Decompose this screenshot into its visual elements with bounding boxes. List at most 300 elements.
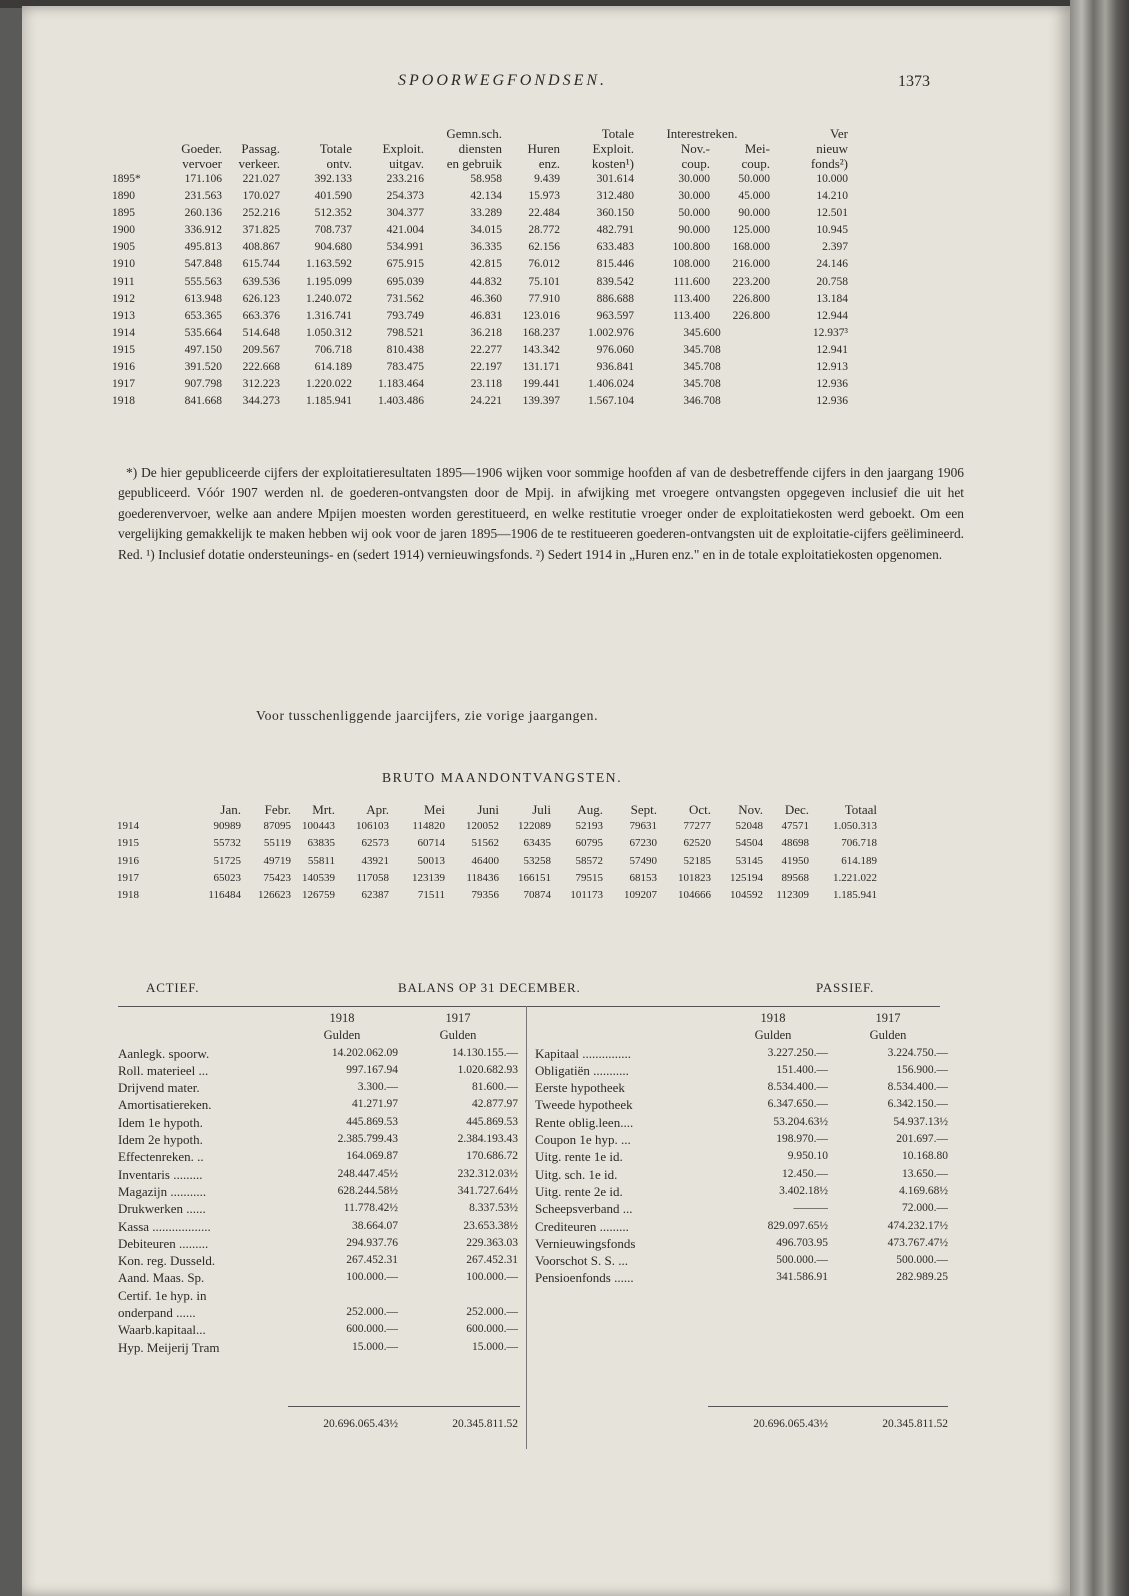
results-cell: 23.118 <box>470 378 502 391</box>
monthly-cell: 1917 <box>117 871 139 884</box>
monthly-cell: 90989 <box>213 820 241 833</box>
results-cell: 1890 <box>112 190 135 203</box>
monthly-cell: 122089 <box>518 820 551 833</box>
results-header-cell: Goeder. <box>181 141 222 156</box>
results-cell: 841.668 <box>184 395 222 408</box>
results-cell: 346.708 <box>683 395 721 408</box>
results-cell: 34.015 <box>470 224 502 237</box>
monthly-row <box>117 887 877 904</box>
balance-row <box>535 1131 948 1148</box>
results-cell: 9.439 <box>534 173 560 185</box>
monthly-cell: 1914 <box>117 820 139 833</box>
results-cell: 344.273 <box>242 395 280 408</box>
results-cell: 28.772 <box>528 224 560 237</box>
results-row <box>112 171 848 188</box>
results-cell: 221.027 <box>242 173 280 185</box>
balance-amount: 6.347.650.— <box>767 1098 828 1111</box>
balance-row <box>535 1269 948 1286</box>
results-cell: 46.831 <box>470 309 502 322</box>
balance-item: Uitg. sch. 1e id. <box>535 1166 618 1182</box>
results-cell: 12.913 <box>816 361 848 374</box>
liabilities-table <box>535 1010 948 1287</box>
results-cell: 1916 <box>112 361 135 374</box>
balance-amount: 100.000.— <box>466 1271 518 1284</box>
results-cell: 22.197 <box>470 361 502 374</box>
results-cell: 345.708 <box>683 361 721 374</box>
results-cell: 33.289 <box>470 207 502 220</box>
results-cell: 555.563 <box>184 275 222 288</box>
balance-amount: 628.244.58½ <box>337 1184 398 1197</box>
monthly-cell: 125194 <box>730 871 763 884</box>
results-cell: 24.221 <box>470 395 502 408</box>
results-header-cell: kosten¹) <box>591 156 634 171</box>
results-header-cell <box>222 126 280 141</box>
results-cell: 907.798 <box>184 378 222 391</box>
balance-item: Idem 1e hypoth. <box>118 1114 203 1130</box>
balance-amount <box>398 1287 518 1304</box>
balance-amount: 12.450.— <box>782 1167 828 1180</box>
results-cell: 90.000 <box>678 224 710 237</box>
results-cell: 131.171 <box>522 361 560 374</box>
results-header-cell <box>352 126 424 141</box>
results-cell: 46.360 <box>470 292 502 305</box>
results-cell: 663.376 <box>242 309 280 322</box>
results-row <box>112 222 848 239</box>
balance-amount: 496.703.95 <box>776 1236 828 1249</box>
balance-amount: 10.168.80 <box>902 1150 948 1163</box>
footnote-text: *) De hier gepubliceerde cijfers der exploitatieresultaten 1895—1906 wijken voor sommige hoofden af van de desbetreffende cijfers in den jaargang 1906 gepubliceerd. Vóór 1907 werden nl. de goederen-ontvangsten door de Mpij. in afwijking met vroegere ontvangsten opgegeven inclusief die uit het goederenvervoer, welke aan andere Mpijen moesten worden gerestitueerd, en welke restitutie vroeger onder de exploitatiekosten werd geboekt. Om een vergelijking gemakkelijk te maken hebben wij ook voor de jaren 1895—1906 de te restitueeren goederen-ontvangsten uit de exploitatie-cijfers geëlimineerd. Red. ¹) Inclusief dotatie ondersteunings- en (sedert 1914) vernieuwingsfonds. ²) Sedert 1914 in „Huren enz." en in de totale exploitatiekosten opgenomen. <box>118 465 964 562</box>
monthly-cell: 101173 <box>570 889 603 902</box>
results-cell: 1.406.024 <box>588 378 634 391</box>
monthly-cell: 60795 <box>575 837 603 850</box>
balance-item: Kon. reg. Dusseld. <box>118 1253 216 1269</box>
balance-item: Aanlegk. spoorw. <box>118 1045 210 1061</box>
results-cell: 216.000 <box>732 258 770 271</box>
results-cell: 1.403.486 <box>378 395 424 408</box>
results-cell: 22.277 <box>470 343 502 356</box>
monthly-header-cell: Mrt. <box>312 802 335 817</box>
balance-row <box>535 1183 948 1200</box>
running-title: SPOORWEGFONDSEN. <box>398 72 608 89</box>
results-cell: 798.521 <box>386 326 424 339</box>
monthly-cell: 70874 <box>523 889 551 902</box>
results-cell: 653.365 <box>184 309 222 322</box>
page-number: 1373 <box>898 73 930 90</box>
results-cell: 168.237 <box>522 326 560 339</box>
balance-amount: 201.697.— <box>896 1133 948 1146</box>
results-cell: 904.680 <box>314 241 352 254</box>
results-header-cell <box>112 156 164 171</box>
balance-amount: 38.664.07 <box>352 1219 398 1232</box>
results-cell: 113.400 <box>673 292 710 305</box>
results-cell: 13.184 <box>816 292 848 305</box>
balance-amount: 3.300.— <box>357 1081 398 1094</box>
liabilities-total-1918: 20.696.065.43½ <box>753 1418 828 1430</box>
balance-row <box>535 1218 948 1235</box>
results-cell: 815.446 <box>596 258 634 271</box>
monthly-header-cell: Totaal <box>844 802 877 817</box>
results-cell: 312.223 <box>242 378 280 391</box>
monthly-cell: 77277 <box>683 820 711 833</box>
results-cell: 209.567 <box>242 343 280 356</box>
monthly-cell: 101823 <box>678 871 711 884</box>
balance-amount: 2.385.799.43 <box>337 1133 398 1146</box>
monthly-cell: 112309 <box>776 889 809 902</box>
results-cell: 1.050.312 <box>306 326 352 339</box>
results-header-cell: Interestreken. <box>666 126 738 141</box>
balance-row <box>118 1096 518 1113</box>
results-header-cell: Exploit. <box>382 141 424 156</box>
liabilities-unit-1: Gulden <box>754 1028 792 1043</box>
results-header-cell: Ver <box>829 126 848 141</box>
balance-item: Inventaris ......... <box>118 1166 203 1182</box>
balance-row <box>535 1079 948 1096</box>
results-cell: 810.438 <box>386 343 424 356</box>
balance-amount: 4.169.68½ <box>899 1184 948 1197</box>
results-row <box>112 274 848 291</box>
results-header-cell: nieuw <box>816 141 848 156</box>
results-cell: 1917 <box>112 378 135 391</box>
monthly-header-cell: Oct. <box>688 802 711 817</box>
results-cell: 301.614 <box>596 173 634 185</box>
balance-item: Crediteuren ......... <box>535 1218 629 1234</box>
balance-divider <box>526 1006 527 1449</box>
results-cell: 514.648 <box>242 326 280 339</box>
monthly-cell: 63435 <box>523 837 551 850</box>
balance-row <box>118 1114 518 1131</box>
results-cell: 199.441 <box>522 378 560 391</box>
balance-amount: 42.877.97 <box>472 1098 518 1111</box>
results-header-cell: vervoer <box>182 156 222 171</box>
assets-year-1: 1918 <box>329 1011 355 1025</box>
balance-amount: 252.000.— <box>466 1306 518 1319</box>
monthly-cell: 120052 <box>466 820 499 833</box>
results-row <box>112 188 848 205</box>
results-cell: 58.958 <box>470 173 502 185</box>
monthly-cell: 65023 <box>213 871 241 884</box>
results-cell: 1918 <box>112 395 135 408</box>
results-cell: 226.800 <box>732 292 770 305</box>
balance-row <box>535 1252 948 1269</box>
balance-amount: 341.727.64½ <box>457 1184 518 1197</box>
results-cell: 108.000 <box>672 258 710 271</box>
monthly-header-cell: Nov. <box>738 802 763 817</box>
monthly-cell: 52048 <box>735 820 763 833</box>
results-cell: 783.475 <box>386 361 424 374</box>
balance-row <box>118 1304 518 1321</box>
results-cell: 1.002.976 <box>588 326 634 339</box>
liabilities-label: PASSIEF. <box>816 980 874 995</box>
book-edge <box>1070 0 1129 1596</box>
results-cell: 62.156 <box>528 241 560 254</box>
results-row <box>112 308 848 325</box>
balance-title: BALANS OP 31 DECEMBER. <box>398 980 581 995</box>
results-cell: 20.758 <box>816 275 848 288</box>
balance-amount <box>286 1287 398 1304</box>
balance-amount: 229.363.03 <box>466 1236 518 1249</box>
results-cell: 626.123 <box>242 292 280 305</box>
monthly-cell: 114820 <box>412 820 445 833</box>
results-cell: 15.973 <box>528 190 560 203</box>
liabilities-year-1: 1918 <box>760 1011 786 1025</box>
results-header-cell: Nov.- <box>680 141 710 156</box>
results-cell: 633.483 <box>596 241 634 254</box>
results-row <box>112 342 848 359</box>
balance-row <box>118 1079 518 1096</box>
intermediate-note: Voor tusschenliggende jaarcijfers, zie vorige jaargangen. <box>256 708 599 723</box>
results-cell: 614.189 <box>314 361 352 374</box>
assets-total-1917: 20.345.811.52 <box>452 1418 518 1430</box>
monthly-header-cell: Jan. <box>220 802 241 817</box>
monthly-title: BRUTO MAANDONTVANGSTEN. <box>382 770 623 785</box>
results-cell: 512.352 <box>314 207 352 220</box>
monthly-cell: 87095 <box>263 820 291 833</box>
liabilities-total-1917: 20.345.811.52 <box>882 1418 948 1430</box>
balance-item: Debiteuren ......... <box>118 1235 209 1251</box>
balance-row <box>118 1045 518 1062</box>
monthly-cell: 79356 <box>471 889 499 902</box>
results-cell: 534.991 <box>386 241 424 254</box>
results-cell: 260.136 <box>184 207 222 220</box>
monthly-cell: 53145 <box>735 854 763 867</box>
monthly-row <box>117 870 877 887</box>
balance-item: Certif. 1e hyp. in <box>118 1287 207 1303</box>
results-cell: 76.012 <box>528 258 560 271</box>
results-cell: 30.000 <box>678 190 710 203</box>
results-header-cell: ontv. <box>326 156 352 171</box>
balance-top-rule <box>118 1006 940 1007</box>
monthly-cell: 53258 <box>523 854 551 867</box>
results-cell: 391.520 <box>184 361 222 374</box>
balance-amount: 23.653.38½ <box>463 1219 518 1232</box>
balance-amount: 997.167.94 <box>346 1063 398 1076</box>
results-cell: 77.910 <box>528 292 560 305</box>
results-header-row <box>112 141 848 156</box>
balance-item: Coupon 1e hyp. ... <box>535 1132 631 1148</box>
results-header-cell: verkeer. <box>238 156 280 171</box>
balance-item: Waarb.kapitaal... <box>118 1322 206 1338</box>
balance-row <box>118 1131 518 1148</box>
balance-amount: 14.130.155.— <box>451 1046 518 1059</box>
results-header-cell: diensten <box>458 141 502 156</box>
balance-item: Amortisatiereken. <box>118 1097 212 1113</box>
results-header-cell: Totale <box>319 141 352 156</box>
monthly-header-cell: Dec. <box>784 802 809 817</box>
balance-amount: 151.400.— <box>776 1063 828 1076</box>
monthly-row <box>117 853 877 870</box>
results-cell: 100.800 <box>672 241 710 254</box>
results-cell: 170.027 <box>242 190 280 203</box>
balance-amount: 15.000.— <box>472 1340 518 1353</box>
results-cell: 50.000 <box>678 207 710 220</box>
monthly-header-cell <box>117 801 185 818</box>
results-cell: 44.832 <box>470 275 502 288</box>
results-header-cell: Huren <box>527 141 560 156</box>
balance-item: Aand. Maas. Sp. <box>118 1270 205 1286</box>
monthly-cell: 706.718 <box>841 837 877 850</box>
results-cell: 171.106 <box>184 173 222 185</box>
results-cell: 12.936 <box>816 395 848 408</box>
balance-row <box>118 1200 518 1217</box>
balance-item: Pensioenfonds ...... <box>535 1270 634 1286</box>
liabilities-year-2: 1917 <box>875 1011 901 1025</box>
results-cell: 24.146 <box>816 258 848 271</box>
balance-amount: 500.000.— <box>776 1254 828 1267</box>
assets-table <box>118 1010 518 1356</box>
results-cell: 392.133 <box>314 173 352 185</box>
results-cell: 42.815 <box>470 258 502 271</box>
balance-row <box>535 1096 948 1113</box>
balance-item: Roll. materieel ... <box>118 1062 209 1078</box>
monthly-cell: 67230 <box>629 837 657 850</box>
balance-amount: 15.000.— <box>352 1340 398 1353</box>
balance-amount: 829.097.65½ <box>767 1219 828 1232</box>
monthly-cell: 1.185.941 <box>833 889 877 902</box>
balance-row <box>118 1183 518 1200</box>
results-cell: 30.000 <box>678 173 710 185</box>
results-header-cell: enz. <box>538 156 560 171</box>
results-table <box>112 126 848 410</box>
monthly-header-cell: Juni <box>477 802 499 817</box>
results-header-row <box>112 156 848 171</box>
assets-label: ACTIEF. <box>146 980 200 995</box>
monthly-cell: 126759 <box>302 889 335 902</box>
results-cell: 12.936 <box>816 378 848 391</box>
balance-row <box>118 1321 518 1338</box>
results-cell: 36.335 <box>470 241 502 254</box>
monthly-cell: 51725 <box>213 854 241 867</box>
balance-item: Idem 2e hypoth. <box>118 1132 203 1148</box>
assets-unit-2: Gulden <box>439 1028 477 1043</box>
results-row <box>112 359 848 376</box>
balance-amount: 156.900.— <box>896 1063 948 1076</box>
results-cell: 360.150 <box>596 207 634 220</box>
balance-amount: 3.402.18½ <box>779 1184 828 1197</box>
results-cell: 408.867 <box>242 241 280 254</box>
monthly-cell: 79631 <box>629 820 657 833</box>
balance-item: Uitg. rente 1e id. <box>535 1149 623 1165</box>
monthly-cell: 46400 <box>471 854 499 867</box>
monthly-cell: 62387 <box>361 889 389 902</box>
balance-amount: 9.950.10 <box>787 1150 828 1163</box>
results-cell: 345.708 <box>683 378 721 391</box>
balance-item: Hyp. Meijerij Tram <box>118 1339 220 1355</box>
results-cell: 10.945 <box>816 224 848 237</box>
monthly-cell: 62520 <box>683 837 711 850</box>
monthly-cell: 75423 <box>263 871 291 884</box>
monthly-cell: 614.189 <box>841 854 877 867</box>
results-header-cell <box>164 126 222 141</box>
monthly-cell: 60714 <box>417 837 445 850</box>
results-cell: 143.342 <box>522 343 560 356</box>
balance-row <box>118 1269 518 1286</box>
balance-amount: 500.000.— <box>896 1254 948 1267</box>
monthly-cell: 166151 <box>518 871 551 884</box>
balance-amount: 41.271.97 <box>352 1098 398 1111</box>
results-cell: 1.240.072 <box>306 292 352 305</box>
results-cell: 936.841 <box>596 361 634 374</box>
balance-amount: 600.000.— <box>466 1323 518 1336</box>
balance-amount: 282.989.25 <box>896 1271 948 1284</box>
balance-amount: 267.452.31 <box>346 1254 398 1267</box>
liabilities-unit-2: Gulden <box>869 1028 907 1043</box>
results-cell: 886.688 <box>596 292 634 305</box>
monthly-cell: 47571 <box>781 820 809 833</box>
monthly-cell: 68153 <box>629 871 657 884</box>
balance-item: Drijvend mater. <box>118 1080 200 1096</box>
results-cell: 90.000 <box>738 207 770 220</box>
results-cell: 254.373 <box>386 190 424 203</box>
balance-amount: 81.600.— <box>472 1081 518 1094</box>
balance-item: Rente oblig.leen.... <box>535 1114 634 1130</box>
assets-total-1918: 20.696.065.43½ <box>323 1418 398 1430</box>
results-cell: 839.542 <box>596 275 634 288</box>
results-header-cell: Mei- <box>744 141 770 156</box>
monthly-cell: 104592 <box>730 889 763 902</box>
monthly-cell: 1916 <box>117 854 139 867</box>
monthly-cell: 79515 <box>575 871 603 884</box>
balance-item: Voorschot S. S. ... <box>535 1253 628 1269</box>
results-cell: 12.501 <box>816 207 848 220</box>
results-cell: 1.163.592 <box>306 258 352 271</box>
results-cell: 675.915 <box>386 258 424 271</box>
results-cell: 615.744 <box>242 258 280 271</box>
balance-row <box>118 1148 518 1165</box>
balance-amount: 164.069.87 <box>346 1150 398 1163</box>
results-cell: 125.000 <box>732 224 770 237</box>
monthly-cell: 1915 <box>117 837 139 850</box>
results-cell: 482.791 <box>596 224 634 237</box>
balance-amount: 252.000.— <box>346 1306 398 1319</box>
results-cell: 123.016 <box>522 309 560 322</box>
results-cell: 50.000 <box>738 173 770 185</box>
results-cell: 168.000 <box>732 241 770 254</box>
results-cell: 535.664 <box>184 326 222 339</box>
balance-row <box>118 1062 518 1079</box>
balance-item: Eerste hypotheek <box>535 1080 625 1096</box>
balance-row <box>535 1114 948 1131</box>
monthly-table <box>117 801 877 904</box>
results-cell: 613.948 <box>184 292 222 305</box>
balance-amount: 14.202.062.09 <box>331 1046 398 1059</box>
balance-amount: 267.452.31 <box>466 1254 518 1267</box>
balance-amount: 13.650.— <box>902 1167 948 1180</box>
results-cell: 304.377 <box>386 207 424 220</box>
results-cell: 223.200 <box>732 275 770 288</box>
results-cell: 1905 <box>112 241 135 254</box>
liabilities-total-rule <box>708 1406 948 1407</box>
balance-row <box>535 1235 948 1252</box>
monthly-header-cell: Mei <box>424 802 445 817</box>
results-header-cell <box>112 126 164 141</box>
results-cell: 345.708 <box>683 343 721 356</box>
results-cell: 12.941 <box>816 343 848 356</box>
balance-item: Obligatiën ........... <box>535 1062 629 1078</box>
results-cell: 1.195.099 <box>306 275 352 288</box>
results-cell: 639.536 <box>242 275 280 288</box>
monthly-cell: 55732 <box>213 837 241 850</box>
results-cell: 336.912 <box>184 224 222 237</box>
results-cell: 547.848 <box>184 258 222 271</box>
balance-amount: 170.686.72 <box>466 1150 518 1163</box>
monthly-cell: 1.050.313 <box>833 820 877 833</box>
balance-amount: 2.384.193.43 <box>457 1133 518 1146</box>
results-cell: 45.000 <box>738 190 770 203</box>
monthly-cell: 126623 <box>258 889 291 902</box>
balance-row <box>118 1235 518 1252</box>
monthly-cell: 48698 <box>781 837 809 850</box>
results-row <box>112 376 848 393</box>
